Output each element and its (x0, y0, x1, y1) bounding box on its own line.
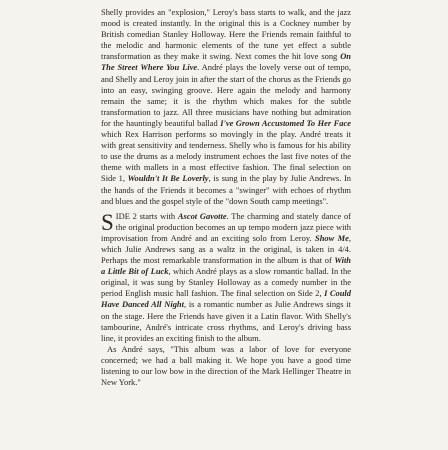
text-segment: , is sung in the play by Julie Andrews. In the hands of the Friends it becomes a "swinger" with echoes of rhythm and blues and the gospel style of the "down South camp meetings". (101, 173, 351, 206)
song-title: Wouldn't It Be Loverly (127, 173, 209, 184)
liner-notes-text (101, 7, 351, 388)
song-title: Show Me (315, 232, 349, 243)
text-segment: . André plays the lovely verse out of tempo, and Shelly and Leroy join in after the start of the chorus as the Friends go into an easy, swinging groove. Here again the melody and harmony remain the same; it is the rhythm which makes for the subtle transformation to jazz. All three musicians have nothing but admiration for the hauntingly beautiful ballad (101, 62, 352, 128)
text-segment: IDE 2 starts with (115, 210, 178, 221)
text-segment: , which Julie Andrews sang as a waltz in the original, is taken in 4/4. Perhaps the most remarkable transformation in the album is that of (101, 232, 352, 266)
song-title: Ascot Gavotte (177, 210, 227, 221)
text-segment: , which André plays as a slow romantic ballad. In the original, it was sung by Stanley Holloway as a comedy number in the period English music hall fashion. The final selection on Side 2, (101, 266, 351, 299)
paragraph-closing-quote: As André says, "This album was a labor of love for everyone concerned; we had a ball making it. We hope you have a good time listening to our low bow in the direction of the Mark Hellinger Theatre in New York." (101, 343, 351, 388)
song-title: With a Little Bit of Luck (101, 255, 351, 277)
song-title: On The Street Where You Live (101, 51, 351, 73)
song-title: I Could Have Danced All Night (101, 288, 351, 310)
text-segment: Shelly provides an "explosion," Leroy's bass starts to walk, and the jazz mood is created instantly. In the original this is a Cockney number by British comedian Stanley Holloway. Here the Friends remain faithful to the melodic and harmonic elements of the tune yet effect a subtle transformation as they make it swing. Next comes the hit love song (101, 7, 351, 62)
paragraph-side-two (101, 211, 351, 344)
text-segment: , is a romantic number as Julie Andrews sings it on the stage. Here the Friends have given it a Latin flavor. With Shelly's tambourine, André's intricate cross rhythms, and Leroy's driving bass line, it provides an exciting finish to the album. (101, 299, 351, 343)
song-title: I've Grown Accustomed To Her Face (220, 117, 351, 128)
text-segment: which Rex Harrison performs so movingly in the play. André treats it with great sensitivity and tenderness. Shelly who is famous for his ability to use the drums as a melody instrument echoes the last five notes of the theme with mallets in a most effective fashion. The final selection on Side 1, (101, 129, 351, 184)
drop-cap: S (101, 209, 114, 235)
text-segment: . The charming and stately dance of the original production becomes an up tempo modern jazz piece with improvisation from André and an exciting solo from Leroy. (101, 210, 351, 243)
paragraph-side-one (101, 7, 351, 207)
